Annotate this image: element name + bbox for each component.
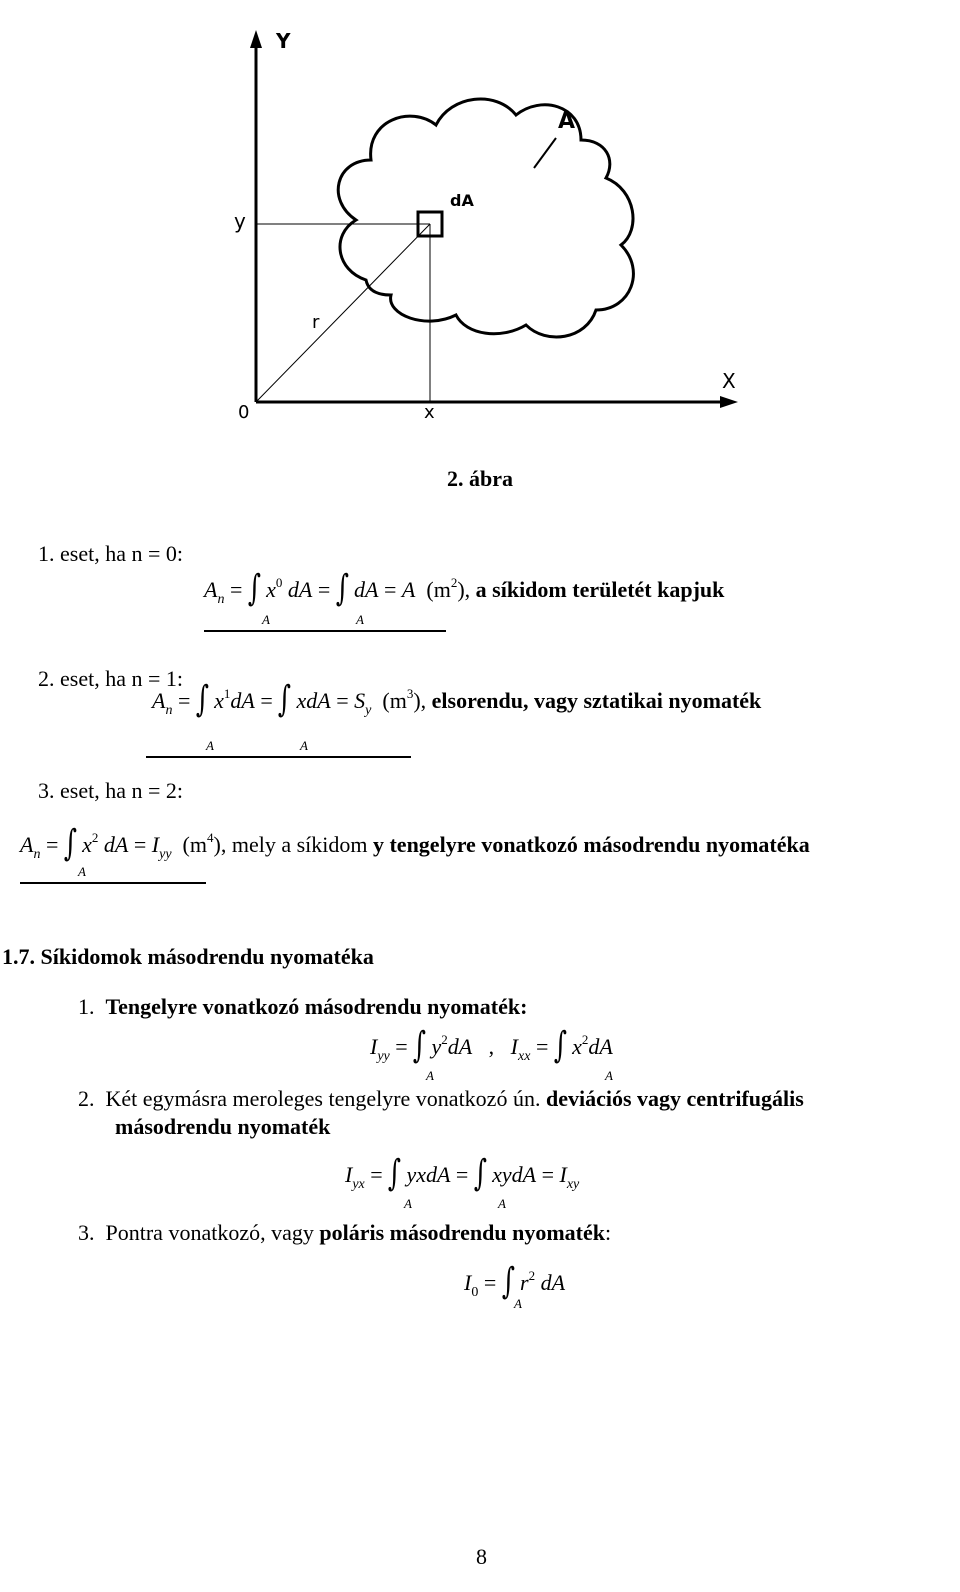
item1-f2-lhs: I: [510, 1034, 518, 1059]
r-line: [256, 224, 430, 402]
item3-colon: :: [605, 1220, 612, 1245]
case2-result-sub: y: [365, 703, 372, 718]
item2-text-plain: Két egymásra meroleges tengelyre vonatkozó ún.: [105, 1086, 541, 1111]
case1-result: A: [401, 577, 416, 602]
item2-limit-2: A: [498, 1196, 506, 1211]
item3-sup: 2: [528, 1268, 536, 1283]
case2-term1: x: [214, 688, 224, 713]
case1-formula: $A_n$ = ∫ $x^0$ dA = ∫ dA = A $(m^2)$, a síkidom területét kapjuk: [204, 568, 725, 609]
case2-limit-1: A: [206, 738, 214, 753]
case1-unit-close: ),: [457, 577, 471, 602]
item3-text-bold: poláris másodrendu nyomaték: [319, 1220, 605, 1245]
item1-limit-2: A: [605, 1068, 613, 1083]
case2-limit-2: A: [300, 738, 308, 753]
dA-label: dA: [450, 191, 474, 210]
case3-description-plain: mely a síkidom: [231, 832, 368, 857]
item3-number: 3.: [78, 1220, 95, 1245]
y-label: y: [234, 209, 246, 233]
integral-sign: ∫: [195, 679, 209, 720]
case2-heading: 2. eset, ha n = 1:: [38, 666, 183, 691]
figure-caption: 2. ábra: [447, 466, 513, 491]
case3-term1: x: [82, 832, 92, 857]
item3-lhs-sub: 0: [471, 1285, 479, 1300]
item1-formula: $I_{yy}$ = ∫ $y^2dA$ , $I_{xx}$ = ∫ $x^2dA$: [370, 1025, 613, 1066]
integral-sign: ∫: [413, 1025, 427, 1066]
item2-result-sub: xy: [566, 1177, 580, 1192]
integral-sign: ∫: [335, 568, 349, 609]
case3-description-bold: y tengelyre vonatkozó másodrendu nyomatéka: [372, 832, 810, 857]
A-leader: [534, 138, 556, 168]
item2: [78, 1086, 804, 1112]
case3-unit: (m: [182, 832, 207, 857]
case1-lhs: A: [204, 577, 218, 602]
case3-unit-exp: 4: [207, 830, 214, 845]
case3-lhs-sub: n: [33, 847, 41, 862]
case3-unit-close: ),: [213, 832, 227, 857]
item1-limit-1: A: [426, 1068, 434, 1083]
x-label: x: [424, 402, 435, 423]
item3-text-plain: Pontra vonatkozó, vagy: [105, 1220, 314, 1245]
x-axis-arrow: [720, 396, 738, 408]
page-number: 8: [476, 1544, 487, 1569]
case3-result: I: [151, 832, 160, 857]
case3-heading: 3. eset, ha n = 2:: [38, 778, 183, 803]
case2-result: S: [354, 688, 366, 713]
area-figure: [196, 10, 756, 450]
item2-limit-1: A: [404, 1196, 412, 1211]
section-title: 1.7. Síkidomok másodrendu nyomatéka: [2, 944, 374, 969]
item3-term: r: [520, 1270, 529, 1295]
axis-y-label: Y: [276, 29, 291, 53]
item1-f2-sup: 2: [581, 1032, 589, 1047]
integral-sign: ∫: [278, 679, 292, 720]
item1-separator: ,: [488, 1034, 495, 1059]
case1-underline: [204, 630, 446, 632]
case1-unit: (m: [426, 577, 451, 602]
item1-f1-lhs-sub: yy: [377, 1049, 390, 1064]
case2-term1-rest: dA: [230, 688, 255, 713]
case1-term1-rest: dA: [282, 577, 313, 602]
case2-unit: (m: [382, 688, 407, 713]
item2-result: I: [559, 1162, 567, 1187]
item2-lhs: I: [345, 1162, 353, 1187]
case2-lhs: A: [152, 688, 166, 713]
case3-underline: [20, 882, 206, 884]
case1-limit-1: A: [262, 612, 270, 627]
case2-underline: [146, 756, 411, 758]
case1-heading: 1. eset, ha n = 0:: [38, 541, 183, 566]
case1-lhs-sub: n: [217, 592, 225, 607]
case3-formula: $A_n$ = ∫ $x^2$ dA = $I_{yy}$ $(m^4)$, mely a síkidom y tengelyre vonatkozó másodrendu nyomatéka: [20, 823, 810, 864]
item1: [78, 994, 527, 1020]
case2-formula: $A_n$ = ∫ $x^1dA$ = ∫ xdA = $S_y$ $(m^3)$, elsorendu, vagy sztatikai nyomaték: [152, 679, 762, 720]
case1-term1-sup: 0: [275, 575, 283, 590]
case1-term2: dA: [354, 577, 379, 602]
case3-limit: A: [78, 864, 86, 879]
case2-term2: xdA: [296, 688, 331, 713]
item1-f1-lhs: I: [370, 1034, 378, 1059]
item2-number: 2.: [78, 1086, 95, 1111]
integral-sign: ∫: [501, 1261, 515, 1302]
integral-sign: ∫: [388, 1153, 402, 1194]
item3-rest: dA: [535, 1270, 566, 1295]
origin-label: 0: [238, 402, 250, 423]
axis-x-label: X: [722, 369, 736, 393]
item3-formula: $I_0$ = ∫ $r^2$ dA: [464, 1261, 566, 1302]
item1-number: 1.: [78, 994, 95, 1019]
case3-result-sub: yy: [159, 847, 172, 862]
integral-sign: ∫: [63, 823, 77, 864]
item1-f1-term: y: [431, 1034, 442, 1059]
item1-f2-term: x: [572, 1034, 582, 1059]
case1-unit-exp: 2: [450, 575, 458, 590]
integral-sign: ∫: [247, 568, 261, 609]
y-axis-arrow: [250, 30, 262, 48]
item2-lhs-sub: yx: [352, 1177, 365, 1192]
item3: [78, 1220, 611, 1246]
case2-term1-sup: 1: [223, 686, 231, 701]
case2-lhs-sub: n: [165, 703, 173, 718]
item1-f2-lhs-sub: xx: [518, 1049, 531, 1064]
item3-limit: A: [514, 1296, 522, 1311]
area-shape: [338, 99, 633, 337]
item1-text: Tengelyre vonatkozó másodrendu nyomaték:: [105, 994, 528, 1019]
item2-term1: yxdA: [406, 1162, 451, 1187]
case3-term1-rest: dA: [98, 832, 129, 857]
item2-term2: xydA: [492, 1162, 537, 1187]
case1-limit-2: A: [356, 612, 364, 627]
item3-lhs: I: [464, 1270, 472, 1295]
case3-lhs: A: [20, 832, 34, 857]
item2-text-bold: deviációs vagy centrifugális: [545, 1086, 804, 1111]
case2-unit-exp: 3: [406, 686, 414, 701]
item2-formula: $I_{yx}$ = ∫ yxdA = ∫ xydA = $I_{xy}$: [345, 1153, 580, 1194]
case2-unit-close: ),: [413, 688, 427, 713]
r-label: r: [312, 312, 320, 333]
case1-description: a síkidom területét kapjuk: [475, 577, 725, 602]
item2-text-bold2: másodrendu nyomaték: [115, 1114, 331, 1139]
item1-f1-sup: 2: [441, 1032, 448, 1047]
A-label: A: [558, 109, 576, 134]
integral-sign: ∫: [553, 1025, 567, 1066]
case1-term1: x: [266, 577, 276, 602]
integral-sign: ∫: [473, 1153, 487, 1194]
case2-description: elsorendu, vagy sztatikai nyomaték: [431, 688, 762, 713]
case3-term1-sup: 2: [91, 830, 99, 845]
item1-f2-rest: dA: [588, 1034, 613, 1059]
item1-f1-rest: dA: [447, 1034, 473, 1059]
